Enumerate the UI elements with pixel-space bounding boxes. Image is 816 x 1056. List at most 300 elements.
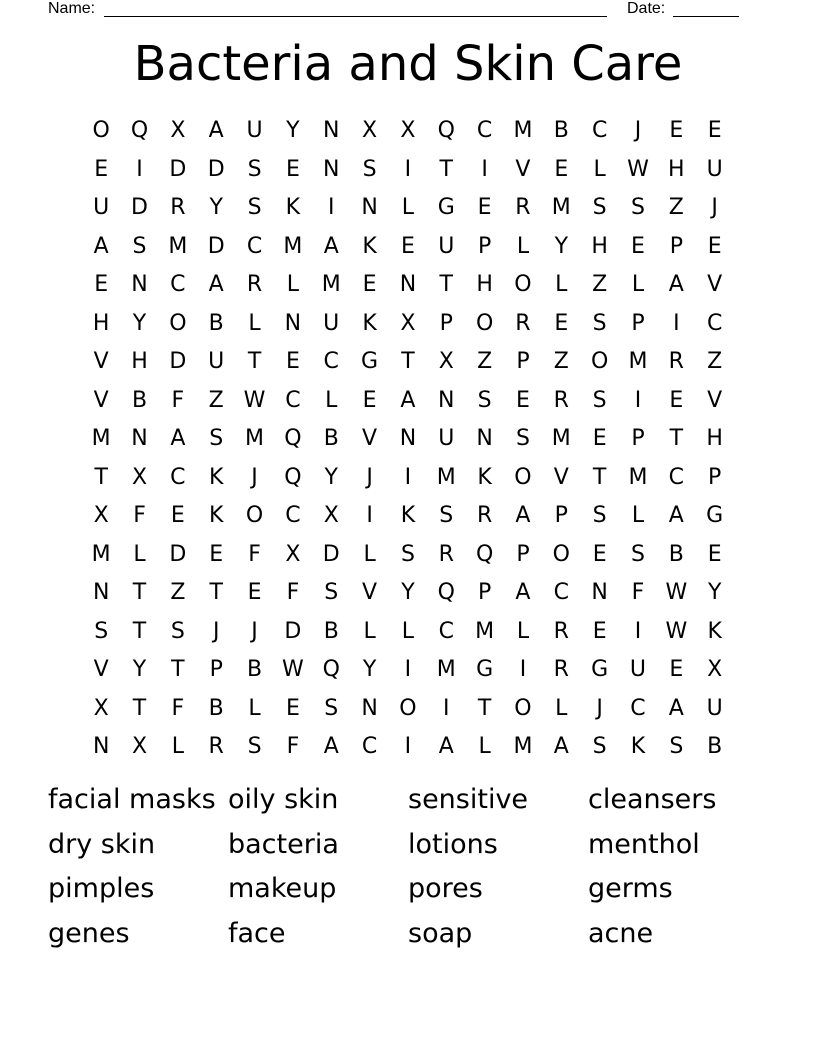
grid-letter[interactable]: E <box>669 387 684 413</box>
grid-letter[interactable]: J <box>251 464 258 490</box>
grid-letter[interactable]: E <box>285 695 300 721</box>
grid-letter[interactable]: N <box>399 426 417 452</box>
grid-letter[interactable]: V <box>362 580 378 606</box>
grid-letter[interactable]: M <box>168 233 188 259</box>
grid-letter[interactable]: A <box>323 233 339 259</box>
grid-letter[interactable]: M <box>475 618 495 644</box>
grid-letter[interactable]: M <box>91 426 111 452</box>
grid-letter[interactable]: M <box>321 272 341 298</box>
grid-letter[interactable]: U <box>629 657 647 683</box>
grid-letter[interactable]: D <box>207 233 225 259</box>
grid-letter[interactable]: Q <box>284 426 302 452</box>
grid-letter[interactable]: U <box>438 233 455 259</box>
grid-letter[interactable]: I <box>634 387 642 413</box>
grid-letter[interactable]: L <box>248 310 261 336</box>
grid-letter[interactable]: E <box>362 272 377 298</box>
grid-letter[interactable]: O <box>475 310 494 336</box>
grid-letter[interactable]: M <box>436 657 456 683</box>
grid-letter[interactable]: X <box>400 118 416 144</box>
grid-letter[interactable]: T <box>132 695 147 721</box>
grid-letter[interactable]: Q <box>437 580 455 606</box>
grid-letter[interactable]: M <box>91 541 111 567</box>
grid-letter[interactable]: P <box>209 657 223 683</box>
word-bank-item: sensitive <box>408 784 529 815</box>
grid-letter[interactable]: R <box>553 387 569 413</box>
grid-letter[interactable]: E <box>554 156 569 182</box>
grid-letter[interactable]: K <box>707 618 722 644</box>
grid-letter[interactable]: J <box>251 618 258 644</box>
grid-letter[interactable]: K <box>208 464 224 490</box>
grid-letter[interactable]: J <box>634 118 642 144</box>
grid-letter[interactable]: E <box>209 541 224 567</box>
grid-letter[interactable]: V <box>707 272 723 298</box>
grid-letter[interactable]: Z <box>170 580 186 606</box>
grid-letter[interactable]: U <box>208 349 225 375</box>
grid-letter[interactable]: E <box>707 233 722 259</box>
grid-letter[interactable]: P <box>439 310 453 336</box>
grid-letter[interactable]: L <box>555 272 568 298</box>
grid-letter[interactable]: Z <box>592 272 608 298</box>
grid-letter[interactable]: T <box>401 349 415 375</box>
grid-letter[interactable]: A <box>208 118 224 144</box>
grid-letter[interactable]: B <box>707 734 723 760</box>
grid-letter[interactable]: Q <box>130 118 149 144</box>
grid-letter[interactable]: X <box>707 657 723 683</box>
grid-letter[interactable]: L <box>631 272 645 298</box>
grid-letter[interactable]: T <box>439 272 453 298</box>
grid-letter[interactable]: B <box>208 310 224 336</box>
grid-letter[interactable]: X <box>400 310 416 336</box>
grid-letter[interactable]: L <box>133 541 146 567</box>
grid-letter[interactable]: U <box>246 118 263 144</box>
grid-letter[interactable]: N <box>323 156 340 182</box>
grid-letter[interactable]: E <box>707 118 722 144</box>
grid-letter[interactable]: Q <box>475 541 494 567</box>
grid-letter[interactable]: I <box>404 464 412 490</box>
grid-letter[interactable]: U <box>93 195 110 221</box>
grid-row <box>82 690 734 729</box>
grid-letter[interactable]: S <box>592 734 607 760</box>
grid-letter[interactable]: R <box>668 349 684 375</box>
grid-letter[interactable]: P <box>631 426 645 452</box>
grid-letter[interactable]: X <box>285 541 301 567</box>
grid-letter[interactable]: E <box>400 233 415 259</box>
grid-letter[interactable]: E <box>94 272 109 298</box>
grid-letter[interactable]: Z <box>553 349 569 375</box>
grid-letter[interactable]: E <box>477 195 492 221</box>
grid-letter[interactable]: E <box>592 618 607 644</box>
grid-letter[interactable]: Z <box>668 195 684 221</box>
grid-letter[interactable]: J <box>366 464 373 490</box>
grid-letter[interactable]: S <box>362 156 377 182</box>
grid-letter[interactable]: T <box>171 657 185 683</box>
grid-letter[interactable]: I <box>634 618 642 644</box>
grid-letter[interactable]: A <box>400 387 416 413</box>
grid-letter[interactable]: M <box>283 233 303 259</box>
grid-letter[interactable]: C <box>438 618 454 644</box>
grid-letter[interactable]: Y <box>707 580 722 606</box>
grid-letter[interactable]: G <box>476 657 494 683</box>
grid-letter[interactable]: M <box>628 349 648 375</box>
word-bank-item: menthol <box>588 828 700 860</box>
grid-letter[interactable]: N <box>92 580 110 606</box>
grid-letter[interactable]: I <box>136 156 143 182</box>
grid-letter[interactable]: N <box>476 426 493 452</box>
grid-letter[interactable]: A <box>93 233 109 259</box>
grid-letter[interactable]: C <box>476 118 493 144</box>
grid-letter[interactable]: L <box>286 272 300 298</box>
grid-letter[interactable]: A <box>170 426 186 452</box>
grid-letter[interactable]: I <box>404 734 412 760</box>
grid-letter[interactable]: P <box>631 310 645 336</box>
grid-letter[interactable]: C <box>553 580 569 606</box>
grid-letter[interactable]: H <box>131 349 148 375</box>
grid-letter[interactable]: T <box>247 349 262 375</box>
grid-letter[interactable]: S <box>247 734 262 760</box>
grid-letter[interactable]: T <box>439 156 453 182</box>
grid-letter[interactable]: L <box>363 541 376 567</box>
grid-letter[interactable]: H <box>668 156 685 182</box>
grid-letter[interactable]: E <box>170 503 185 529</box>
grid-letter[interactable]: R <box>515 310 531 336</box>
grid-letter[interactable]: E <box>362 387 377 413</box>
grid-letter[interactable]: I <box>404 657 412 683</box>
grid-letter[interactable]: N <box>399 272 417 298</box>
grid-letter[interactable]: N <box>591 580 608 606</box>
grid-letter[interactable]: G <box>361 349 379 375</box>
grid-letter[interactable]: H <box>92 310 110 336</box>
grid-letter[interactable]: J <box>711 195 718 221</box>
grid-letter[interactable]: O <box>514 695 532 721</box>
grid-letter[interactable]: M <box>551 426 571 452</box>
grid-letter[interactable]: U <box>706 156 723 182</box>
grid-letter[interactable]: M <box>513 118 533 144</box>
name-label: Name: <box>48 0 96 17</box>
grid-letter[interactable]: V <box>707 387 723 413</box>
grid-letter[interactable]: I <box>404 156 412 182</box>
grid-letter[interactable]: S <box>324 580 339 606</box>
grid-letter[interactable]: S <box>132 233 147 259</box>
grid-letter[interactable]: D <box>207 156 225 182</box>
grid-letter[interactable]: L <box>516 618 530 644</box>
grid-letter[interactable]: E <box>285 156 300 182</box>
grid-letter[interactable]: I <box>443 695 450 721</box>
grid-letter[interactable]: R <box>515 195 531 221</box>
word-bank-item: germs <box>588 873 673 904</box>
grid-letter[interactable]: C <box>706 310 723 336</box>
grid-letter[interactable]: U <box>323 310 340 336</box>
grid-letter[interactable]: E <box>247 580 262 606</box>
grid-letter[interactable]: E <box>592 541 607 567</box>
grid-letter[interactable]: N <box>284 310 302 336</box>
grid-letter[interactable]: B <box>247 657 263 683</box>
grid-letter[interactable]: R <box>246 272 263 298</box>
grid-letter[interactable]: O <box>245 503 264 529</box>
grid-letter[interactable]: O <box>514 464 532 490</box>
grid-letter[interactable]: P <box>516 349 530 375</box>
grid-letter[interactable]: Z <box>707 349 723 375</box>
grid-letter[interactable]: E <box>516 387 530 413</box>
grid-letter[interactable]: Y <box>401 580 415 606</box>
grid-letter[interactable]: D <box>284 618 302 644</box>
grid-letter[interactable]: V <box>93 349 109 375</box>
grid-letter[interactable]: S <box>669 734 684 760</box>
page-title: Bacteria and Skin Care <box>133 36 683 92</box>
grid-letter[interactable]: H <box>591 233 608 259</box>
grid-letter[interactable]: B <box>323 618 339 644</box>
grid-letter[interactable]: I <box>327 195 335 221</box>
grid-letter[interactable]: S <box>439 503 454 529</box>
grid-letter[interactable]: R <box>476 503 493 529</box>
grid-letter[interactable]: P <box>554 503 568 529</box>
grid-letter[interactable]: U <box>706 695 723 721</box>
grid-letter[interactable]: E <box>554 310 569 336</box>
grid-letter[interactable]: L <box>171 734 184 760</box>
grid-letter[interactable]: O <box>590 349 609 375</box>
grid-letter[interactable]: O <box>552 541 570 567</box>
grid-letter[interactable]: Y <box>362 657 377 683</box>
grid-letter[interactable]: X <box>93 695 109 721</box>
grid-letter[interactable]: M <box>436 464 456 490</box>
grid-letter[interactable]: S <box>247 195 262 221</box>
grid-letter[interactable]: L <box>401 618 415 644</box>
grid-letter[interactable]: W <box>627 156 649 182</box>
grid-letter[interactable]: D <box>169 156 187 182</box>
grid-letter[interactable]: C <box>285 387 301 413</box>
grid-letter[interactable]: P <box>516 541 530 567</box>
grid-letter[interactable]: N <box>361 695 378 721</box>
grid-letter[interactable]: C <box>285 503 301 529</box>
grid-letter[interactable]: T <box>477 695 492 721</box>
grid-letter[interactable]: B <box>553 118 569 144</box>
grid-letter[interactable]: R <box>553 657 569 683</box>
grid-letter[interactable]: K <box>362 233 377 259</box>
grid-letter[interactable]: E <box>707 541 722 567</box>
grid-letter[interactable]: Y <box>209 195 223 221</box>
grid-letter[interactable]: T <box>132 618 147 644</box>
grid-letter[interactable]: U <box>438 426 455 452</box>
grid-letter[interactable]: E <box>631 233 645 259</box>
grid-letter[interactable]: S <box>631 541 645 567</box>
grid-letter[interactable]: S <box>592 195 607 221</box>
grid-letter[interactable]: M <box>628 464 648 490</box>
grid-letter[interactable]: X <box>131 464 148 490</box>
grid-letter[interactable]: V <box>362 426 378 452</box>
grid-letter[interactable]: L <box>325 387 338 413</box>
grid-letter[interactable]: A <box>668 695 684 721</box>
grid-letter[interactable]: R <box>438 541 454 567</box>
grid-letter[interactable]: S <box>94 618 109 644</box>
grid-letter[interactable]: N <box>438 387 455 413</box>
grid-letter[interactable]: S <box>592 310 607 336</box>
grid-letter[interactable]: A <box>515 580 531 606</box>
grid-letter[interactable]: K <box>630 734 646 760</box>
word-bank-item: oily skin <box>228 784 339 815</box>
grid-letter[interactable]: P <box>477 580 492 606</box>
grid-letter[interactable]: V <box>93 657 109 683</box>
grid-letter[interactable]: N <box>361 195 378 221</box>
grid-letter[interactable]: X <box>438 349 454 375</box>
grid-letter[interactable]: A <box>208 272 224 298</box>
grid-letter[interactable]: H <box>476 272 493 298</box>
grid-letter[interactable]: B <box>668 541 684 567</box>
grid-letter[interactable]: O <box>399 695 417 721</box>
grid-letter[interactable]: G <box>591 657 609 683</box>
grid-letter[interactable]: D <box>169 349 187 375</box>
grid-letter[interactable]: K <box>285 195 301 221</box>
grid-letter[interactable]: L <box>401 195 415 221</box>
grid-letter[interactable]: K <box>362 310 377 336</box>
grid-letter[interactable]: O <box>169 310 187 336</box>
grid-letter[interactable]: B <box>323 426 339 452</box>
grid-letter[interactable]: A <box>438 734 454 760</box>
grid-letter[interactable]: D <box>131 195 148 221</box>
grid-letter[interactable]: G <box>437 195 455 221</box>
grid-letter[interactable]: Y <box>132 657 147 683</box>
grid-letter[interactable]: R <box>553 618 569 644</box>
grid-letter[interactable]: C <box>668 464 685 490</box>
grid-letter[interactable]: F <box>171 695 185 721</box>
grid-letter[interactable]: S <box>247 156 262 182</box>
grid-letter[interactable]: N <box>92 734 110 760</box>
grid-letter[interactable]: R <box>208 734 224 760</box>
grid-letter[interactable]: O <box>514 272 532 298</box>
grid-letter[interactable]: J <box>596 695 603 721</box>
grid-letter[interactable]: L <box>248 695 261 721</box>
grid-letter[interactable]: S <box>592 387 607 413</box>
grid-letter[interactable]: V <box>553 464 569 490</box>
grid-letter[interactable]: C <box>170 464 186 490</box>
grid-letter[interactable]: T <box>94 464 108 490</box>
grid-letter[interactable]: F <box>248 541 261 567</box>
grid-letter[interactable]: P <box>477 233 492 259</box>
grid-letter[interactable]: F <box>286 734 300 760</box>
grid-letter[interactable]: Z <box>477 349 493 375</box>
grid-letter[interactable]: N <box>131 272 148 298</box>
grid-letter[interactable]: C <box>361 734 378 760</box>
grid-letter[interactable]: G <box>706 503 724 529</box>
grid-letter[interactable]: F <box>286 580 300 606</box>
grid-letter[interactable]: P <box>708 464 722 490</box>
grid-letter[interactable]: T <box>209 580 223 606</box>
grid-letter[interactable]: C <box>591 118 608 144</box>
grid-letter[interactable]: L <box>363 618 376 644</box>
grid-letter[interactable]: Q <box>437 118 455 144</box>
grid-letter[interactable]: S <box>631 195 645 221</box>
grid-letter[interactable]: X <box>323 503 339 529</box>
grid-letter[interactable]: Z <box>208 387 224 413</box>
grid-letter[interactable]: K <box>208 503 224 529</box>
grid-letter[interactable]: E <box>669 657 684 683</box>
grid-letter[interactable]: E <box>285 349 300 375</box>
grid-letter[interactable]: L <box>516 233 530 259</box>
grid-letter[interactable]: E <box>669 118 684 144</box>
grid-letter[interactable]: C <box>170 272 186 298</box>
grid-letter[interactable]: Y <box>554 233 569 259</box>
grid-letter[interactable]: L <box>593 156 606 182</box>
grid-letter[interactable]: Q <box>284 464 302 490</box>
grid-letter[interactable]: S <box>170 618 185 644</box>
grid-letter[interactable]: A <box>668 272 684 298</box>
grid-letter[interactable]: F <box>171 387 185 413</box>
grid-letter[interactable]: L <box>478 734 491 760</box>
grid-letter[interactable]: X <box>93 503 109 529</box>
grid-letter[interactable]: S <box>400 541 415 567</box>
grid-letter[interactable]: K <box>400 503 416 529</box>
grid-letter[interactable]: S <box>324 695 339 721</box>
grid-letter[interactable]: D <box>322 541 340 567</box>
grid-row <box>82 497 734 536</box>
grid-letter[interactable]: T <box>592 464 607 490</box>
grid-letter[interactable]: H <box>706 426 723 452</box>
grid-letter[interactable]: F <box>631 580 645 606</box>
grid-letter[interactable]: Q <box>322 657 340 683</box>
grid-letter[interactable]: W <box>665 580 688 606</box>
grid-letter[interactable]: M <box>551 195 571 221</box>
grid-letter[interactable]: P <box>669 233 683 259</box>
grid-letter[interactable]: C <box>630 695 646 721</box>
grid-letter[interactable]: W <box>243 387 266 413</box>
grid-letter[interactable]: M <box>245 426 265 452</box>
grid-letter[interactable]: X <box>362 118 378 144</box>
grid-letter[interactable]: Y <box>132 310 147 336</box>
grid-letter[interactable]: T <box>669 426 684 452</box>
grid-letter[interactable]: N <box>323 118 340 144</box>
grid-letter[interactable]: K <box>477 464 492 490</box>
grid-letter[interactable]: A <box>668 503 684 529</box>
grid-letter[interactable]: A <box>515 503 531 529</box>
grid-letter[interactable]: C <box>246 233 263 259</box>
grid-letter[interactable]: E <box>94 156 109 182</box>
grid-letter[interactable]: M <box>513 734 533 760</box>
grid-letter[interactable]: E <box>592 426 607 452</box>
grid-letter[interactable]: F <box>133 503 146 529</box>
grid-letter[interactable]: R <box>170 195 186 221</box>
grid-letter[interactable]: B <box>131 387 148 413</box>
grid-letter[interactable]: X <box>170 118 186 144</box>
date-blank-line[interactable] <box>673 16 739 17</box>
grid-letter[interactable]: C <box>323 349 339 375</box>
grid-letter[interactable]: V <box>93 387 109 413</box>
grid-letter[interactable]: N <box>131 426 148 452</box>
name-blank-line[interactable] <box>104 16 607 17</box>
grid-letter[interactable]: S <box>515 426 530 452</box>
grid-letter[interactable]: S <box>477 387 492 413</box>
worksheet-header <box>0 0 816 20</box>
grid-letter[interactable]: B <box>208 695 224 721</box>
grid-letter[interactable]: X <box>131 734 148 760</box>
grid-letter[interactable]: L <box>555 695 568 721</box>
grid-letter[interactable]: I <box>366 503 373 529</box>
grid-letter[interactable]: S <box>209 426 224 452</box>
grid-letter[interactable]: W <box>665 618 688 644</box>
grid-letter[interactable]: Y <box>324 464 338 490</box>
grid-letter[interactable]: S <box>592 503 607 529</box>
grid-letter[interactable]: A <box>553 734 569 760</box>
grid-letter[interactable]: I <box>519 657 527 683</box>
grid-letter[interactable]: O <box>92 118 110 144</box>
grid-letter[interactable]: L <box>631 503 645 529</box>
grid-letter[interactable]: J <box>212 618 220 644</box>
grid-letter[interactable]: D <box>169 541 187 567</box>
grid-letter[interactable]: V <box>515 156 531 182</box>
grid-letter[interactable]: I <box>481 156 488 182</box>
grid-letter[interactable]: I <box>673 310 680 336</box>
grid-letter[interactable]: A <box>323 734 339 760</box>
grid-letter[interactable]: T <box>132 580 147 606</box>
grid-letter[interactable]: W <box>282 657 304 683</box>
grid-letter[interactable]: Y <box>286 118 300 144</box>
